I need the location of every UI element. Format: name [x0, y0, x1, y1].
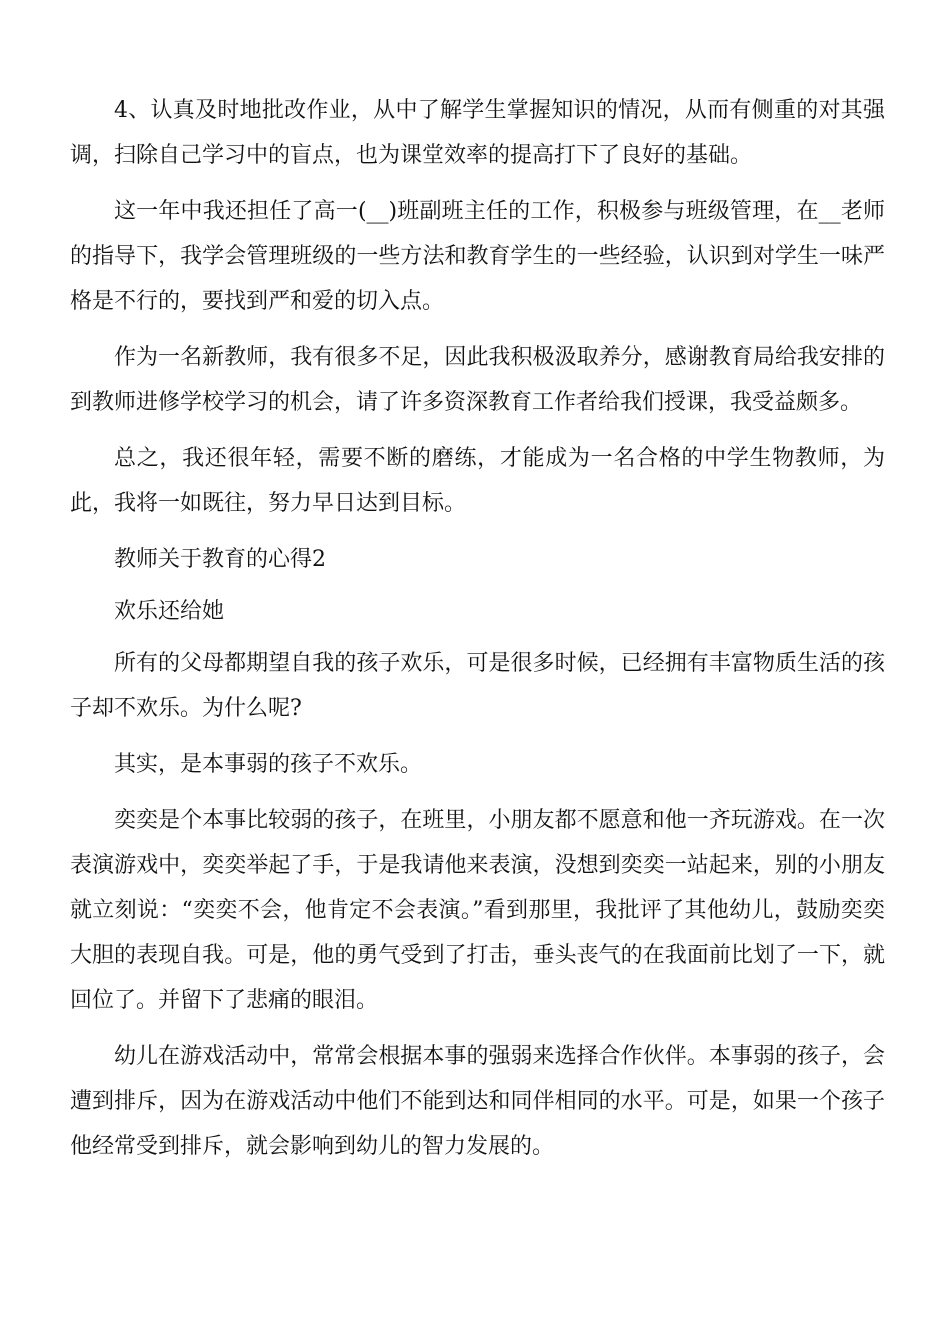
- paragraph-game-activities: 幼儿在游戏活动中，常常会根据本事的强弱来选择合作伙伴。本事弱的孩子，会遭到排斥，因为在游戏活动中他们不能到达和同伴相同的水平。可是，如果一个孩子他经常受到排斥，就会影响到幼儿的智力发展的。: [70, 1044, 885, 1159]
- paragraph-parents-hope: 所有的父母都期望自我的孩子欢乐，可是很多时候，已经拥有丰富物质生活的孩子却不欢乐。为什么呢?: [70, 651, 885, 721]
- paragraph-yiyi-story: 奕奕是个本事比较弱的孩子，在班里，小朋友都不愿意和他一齐玩游戏。在一次表演游戏中，奕奕举起了手，于是我请他来表演，没想到奕奕一站起来，别的小朋友就立刻说：“奕奕不会，他肯定不会表演。”看到那里，我批评了其他幼儿，鼓励奕奕大胆的表现自我。可是，他的勇气受到了打击，垂头丧气的在我面前比划了一下，就回位了。并留下了悲痛的眼泪。: [70, 808, 885, 1013]
- section-subtitle: 欢乐还给她: [114, 599, 225, 624]
- document-page: [70, 88, 885, 1180]
- paragraph-assistant-head-teacher: 这一年中我还担任了高一(__)班副班主任的工作，积极参与班级管理，在__老师的指导下，我学会管理班级的一些方法和教育学生的一些经验，认识到对学生一味严格是不行的，要找到严和爱的切入点。: [70, 199, 885, 314]
- paragraph-weak-ability: 其实，是本事弱的孩子不欢乐。: [114, 752, 423, 777]
- paragraph-grading-homework: 4、认真及时地批改作业，从中了解学生掌握知识的情况，从而有侧重的对其强调，扫除自己学习中的盲点，也为课堂效率的提高打下了良好的基础。: [70, 98, 885, 168]
- section-title: 教师关于教育的心得2: [114, 547, 326, 572]
- paragraph-conclusion: 总之，我还很年轻，需要不断的磨练，才能成为一名合格的中学生物教师，为此，我将一如既往，努力早日达到目标。: [70, 446, 885, 516]
- paragraph-new-teacher: 作为一名新教师，我有很多不足，因此我积极汲取养分，感谢教育局给我安排的到教师进修学校学习的机会，请了许多资深教育工作者给我们授课，我受益颇多。: [70, 345, 885, 415]
